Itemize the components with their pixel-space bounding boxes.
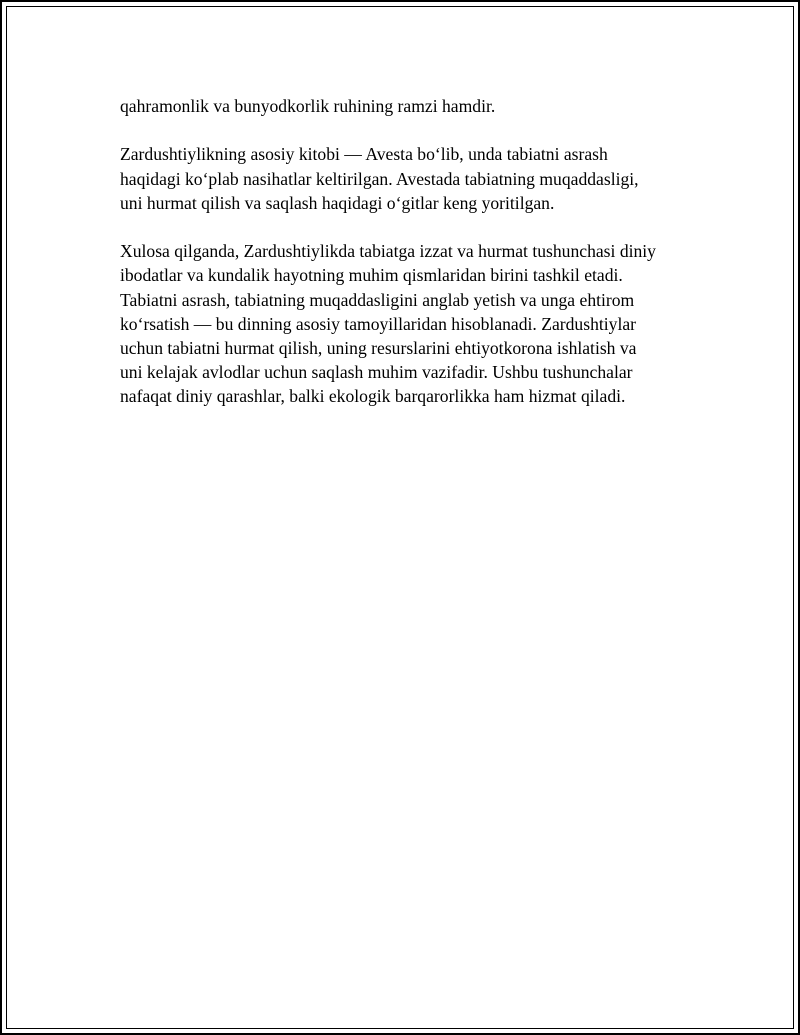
paragraph-2 <box>120 142 720 215</box>
text-line: ibodatlar va kundalik hayotning muhim qismlaridan birini tashkil etadi. <box>120 265 623 286</box>
text-line: uni kelajak avlodlar uchun saqlash muhim vazifadir. Ushbu tushunchalar <box>120 362 633 383</box>
page-content <box>120 94 720 433</box>
paragraph-1 <box>120 94 720 118</box>
text-line: ko‘rsatish — bu dinning asosiy tamoyillaridan hisoblanadi. Zardushtiylar <box>120 313 637 334</box>
text-line: Xulosa qilganda, Zardushtiylikda tabiatga izzat va hurmat tushunchasi diniy <box>120 241 656 262</box>
text-line: qahramonlik va bunyodkorlik ruhining ramzi hamdir. <box>120 96 496 116</box>
paragraph-3 <box>120 239 720 408</box>
text-line: nafaqat diniy qarashlar, balki ekologik barqarorlikka ham hizmat qiladi. <box>120 386 626 407</box>
text-line: uni hurmat qilish va saqlash haqidagi o‘gitlar keng yoritilgan. <box>120 192 555 213</box>
text-line: uchun tabiatni hurmat qilish, uning resurslarini ehtiyotkorona ishlatish va <box>120 338 637 358</box>
text-line: Tabiatni asrash, tabiatning muqaddasligini anglab yetish va unga ehtirom <box>120 289 635 310</box>
text-line: haqidagi ko‘plab nasihatlar keltirilgan. Avestada tabiatning muqaddasligi, <box>120 168 639 189</box>
text-line: Zardushtiylikning asosiy kitobi — Avesta bo‘lib, unda tabiatni asrash <box>120 144 608 165</box>
